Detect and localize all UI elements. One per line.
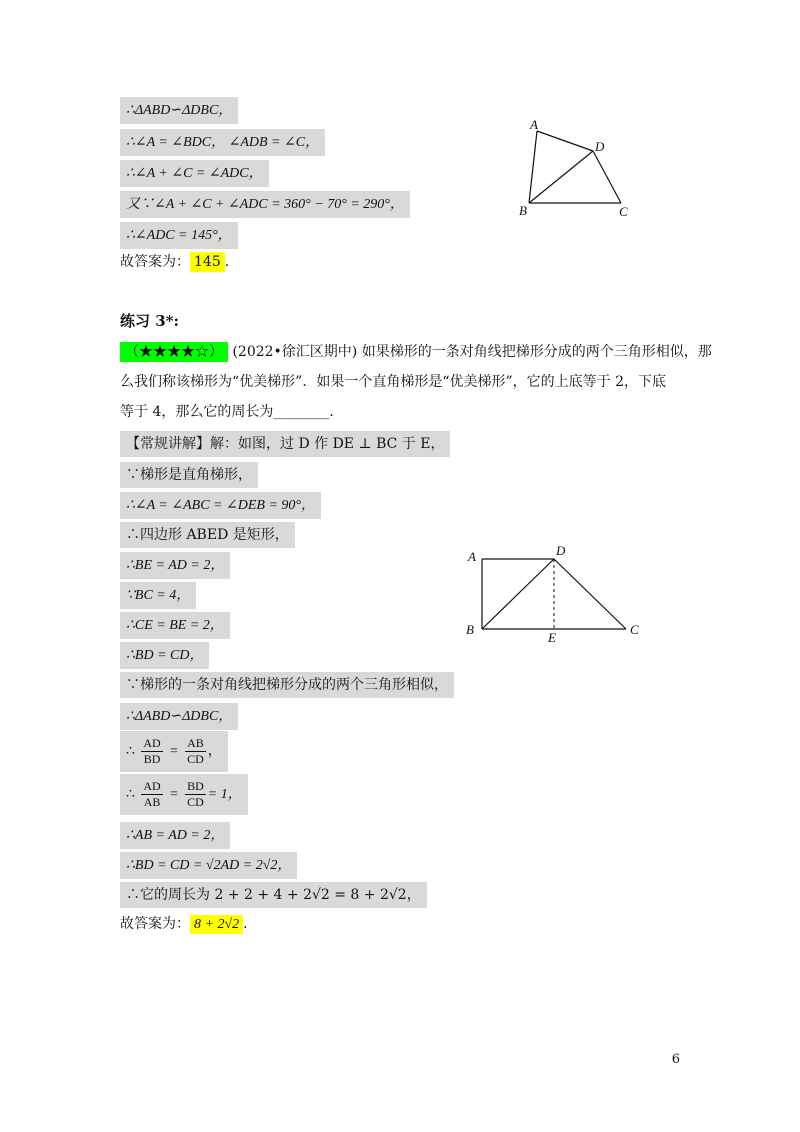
figure-right-trapezoid bbox=[462, 543, 652, 643]
answer-value-2: 8 + 2√2 bbox=[190, 915, 243, 934]
difficulty-stars: （★★★★☆） bbox=[120, 342, 228, 362]
proof-line-sum: ∴∠A + ∠C = ∠ADC， bbox=[120, 160, 269, 187]
fraction-ad-bd: $\frac{AD}{BD}$ bbox=[143, 735, 161, 766]
label-d: D bbox=[556, 543, 566, 558]
label-d: D bbox=[595, 139, 605, 154]
solution-line-1: 【常规讲解】解：如图，过 D 作 DE ⊥ BC 于 E， bbox=[120, 431, 450, 457]
proof-line-adc: ∴∠ADC = 145°， bbox=[120, 222, 238, 249]
solution-line-13: ∴AB = AD = 2， bbox=[120, 822, 230, 849]
solution-line-14: ∴BD = CD = √2AD = 2√2， bbox=[120, 852, 297, 879]
proof-line-angles: ∴∠A = ∠BDC， ∠ADB = ∠C， bbox=[120, 129, 325, 156]
solution-line-11: ∴ $\frac{AD}{BD}$ = $\frac{AB}{CD}$ ， bbox=[120, 731, 228, 772]
answer-value-1: 145 bbox=[190, 252, 225, 272]
answer-line-1: 故答案为： 145 . bbox=[120, 254, 230, 270]
label-e: E bbox=[548, 630, 556, 643]
solution-line-4: ∴四边形 ABED 是矩形， bbox=[120, 522, 295, 548]
proof-line-similar: ∴ΔABD∽ΔDBC， bbox=[120, 97, 238, 124]
fraction-bd-cd: $\frac{BD}{CD}$ bbox=[187, 778, 204, 809]
problem-line-3: 等于 4，那么它的周长为________． bbox=[120, 404, 344, 420]
fraction-ad-ab: $\frac{AD}{AB}$ bbox=[143, 778, 161, 809]
answer-line-2: 故答案为： 8 + 2√2 . bbox=[120, 916, 248, 932]
problem-line-2: 么我们称该梯形为“优美梯形”．如果一个直角梯形是“优美梯形”，它的上底等于 2，下底 bbox=[120, 374, 666, 390]
label-c: C bbox=[630, 622, 639, 637]
problem-line-1: （★★★★☆） (2022•徐汇区期中) 如果梯形的一条对角线把梯形分成的两个三角形相似，那 bbox=[120, 340, 712, 364]
solution-line-12: ∴ $\frac{AD}{AB}$ = $\frac{BD}{CD}$ = 1， bbox=[120, 774, 248, 815]
solution-line-7: ∴CE = BE = 2， bbox=[120, 612, 230, 639]
label-c: C bbox=[619, 204, 628, 219]
label-a: A bbox=[468, 549, 476, 564]
label-b: B bbox=[466, 622, 474, 637]
solution-line-10: ∴ΔABD∽ΔDBC， bbox=[120, 703, 238, 730]
solution-line-3: ∴∠A = ∠ABC = ∠DEB = 90°， bbox=[120, 492, 321, 519]
page-number: 6 bbox=[671, 1052, 680, 1067]
solution-line-8: ∴BD = CD， bbox=[120, 642, 209, 669]
solution-line-5: ∴BE = AD = 2， bbox=[120, 552, 230, 579]
label-b: B bbox=[519, 203, 527, 218]
figure-quadrilateral bbox=[515, 115, 655, 225]
proof-line-total: 又∵∠A + ∠C + ∠ADC = 360° − 70° = 290°， bbox=[120, 191, 410, 218]
solution-line-2: ∵梯形是直角梯形， bbox=[120, 462, 258, 488]
solution-line-15: ∴它的周长为 2 + 2 + 4 + 2√2 = 8 + 2√2， bbox=[120, 882, 427, 908]
solution-line-9: ∵梯形的一条对角线把梯形分成的两个三角形相似， bbox=[120, 672, 454, 698]
fraction-ab-cd: $\frac{AB}{CD}$ bbox=[187, 735, 204, 766]
label-a: A bbox=[530, 117, 538, 132]
solution-line-6: ∵BC = 4， bbox=[120, 582, 196, 609]
exercise-heading: 练习 3*: bbox=[120, 312, 180, 330]
